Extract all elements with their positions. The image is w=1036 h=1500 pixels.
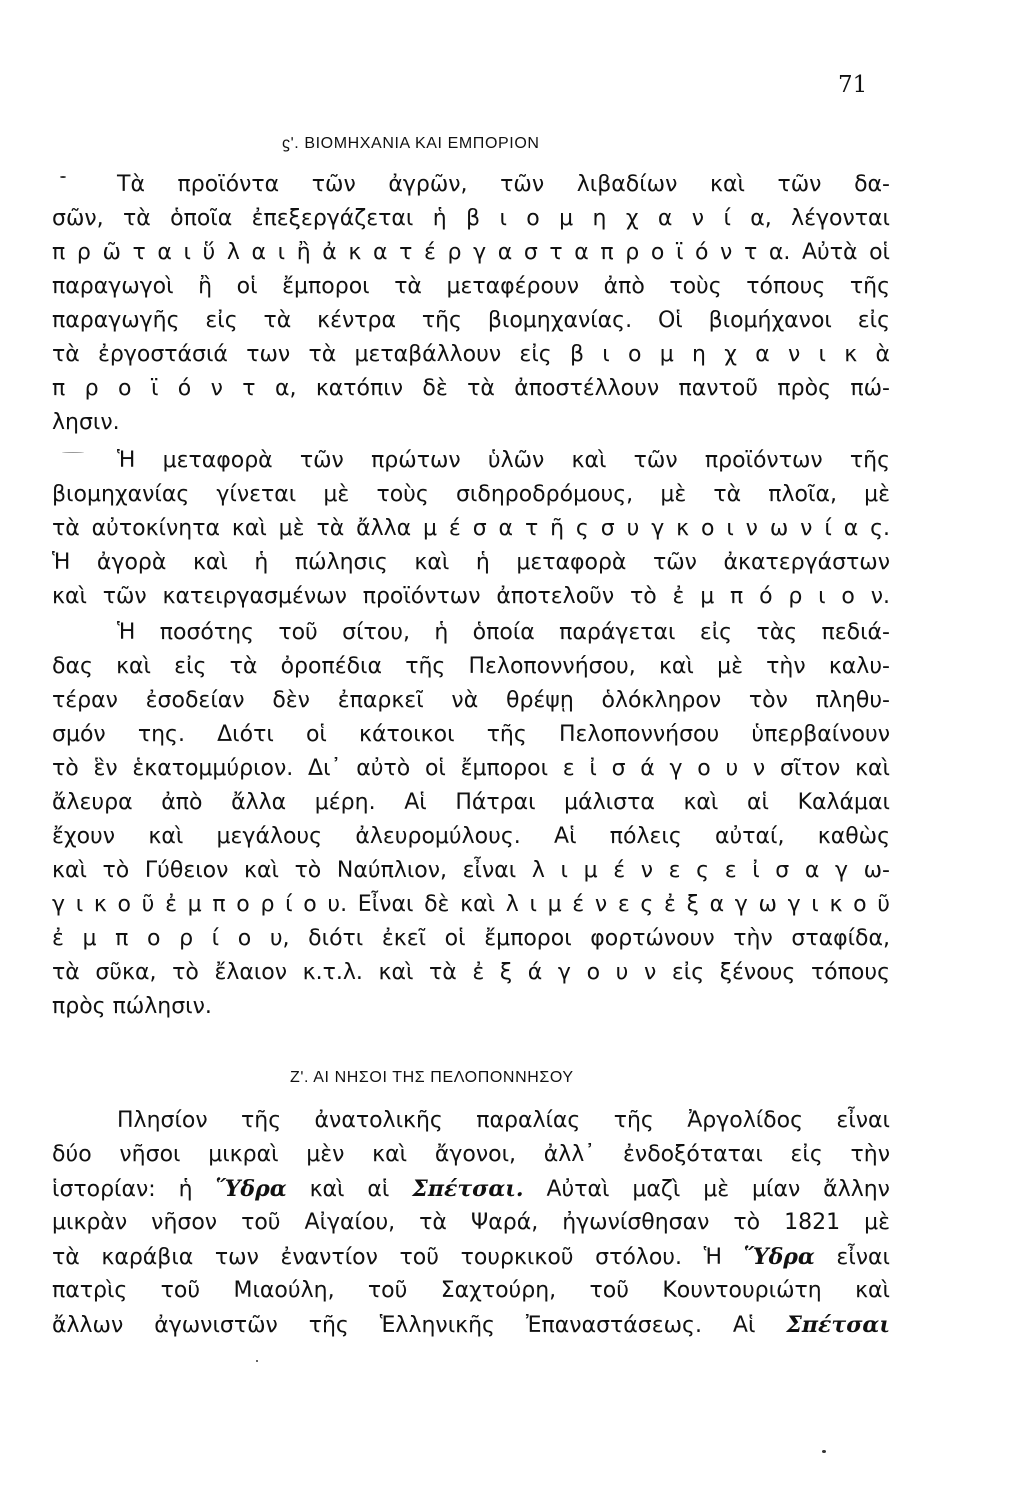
text-line: τέραν ἐσοδείαν δὲν ἐπαρκεῖ νὰ θρέψῃ ὁλόκληρον τὸν πληθυ- (52, 688, 890, 713)
text-line: μικρὰν νῆσον τοῦ Αἰγαίου, τὰ Ψαρά, ἠγωνίσθησαν τὸ 1821 μὲ (52, 1210, 890, 1235)
scan-speck (60, 176, 66, 178)
text-line: π ρ ο ϊ ό ν τ α, κατόπιν δὲ τὰ ἀποστέλλουν παντοῦ πρὸς πώ- (52, 376, 890, 401)
text-line-with-names (52, 1242, 890, 1273)
text-line: σῶν, τὰ ὁποῖα ἐπεξεργάζεται ἡ β ι ο μ η χ α ν ί α, λέγονται (52, 206, 890, 231)
text-line: τὸ ἓν ἑκατομμύριον. Δι᾿ αὐτὸ οἱ ἔμποροι ε ἰ σ ά γ ο υ ν σῖτον καὶ (52, 756, 890, 781)
text-line: Ἡ μεταφορὰ τῶν πρώτων ὑλῶν καὶ τῶν προϊόντων τῆς (117, 448, 890, 473)
text-line: ἄλευρα ἀπὸ ἄλλα μέρη. Αἱ Πάτραι μάλιστα καὶ αἱ Καλάμαι (52, 790, 890, 815)
text-line: Ἡ ποσότης τοῦ σίτου, ἡ ὁποία παράγεται εἰς τὰς πεδιά- (117, 620, 890, 645)
text-fragment: τὰ καράβια των ἐναντίον τοῦ τουρκικοῦ στόλου. Ἡ (52, 1245, 723, 1270)
text-line: τὰ σῦκα, τὸ ἔλαιον κ.τ.λ. καὶ τὰ ἐ ξ ά γ ο υ ν εἰς ξένους τόπους (52, 960, 890, 985)
text-line: πατρὶς τοῦ Μιαούλη, τοῦ Σαχτούρη, τοῦ Κουντουριώτη καὶ (52, 1278, 890, 1303)
scan-speck (256, 1360, 258, 1362)
text-line: σμόν της. Διότι οἱ κάτοικοι τῆς Πελοποννήσου ὑπερβαίνουν (52, 722, 890, 747)
text-line: δας καὶ εἰς τὰ ὀροπέδια τῆς Πελοποννήσου, καὶ μὲ τὴν καλυ- (52, 654, 890, 679)
text-line: ἐ μ π ο ρ ί ο υ, διότι ἐκεῖ οἱ ἔμποροι φορτώνουν τὴν σταφίδα, (52, 926, 890, 951)
text-line: Πλησίον τῆς ἀνατολικῆς παραλίας τῆς Ἀργολίδος εἶναι (117, 1108, 890, 1133)
place-name-spetses: Σπέτσαι. (412, 1176, 524, 1202)
place-name-spetses: Σπέτσαι (786, 1312, 890, 1338)
text-fragment: καὶ αἱ (309, 1177, 390, 1202)
text-line: παραγωγοὶ ἢ οἱ ἔμποροι τὰ μεταφέρουν ἀπὸ τοὺς τόπους τῆς (52, 274, 890, 299)
text-line: λησιν. (52, 410, 120, 435)
text-line: ἔχουν καὶ μεγάλους ἀλευρομύλους. Αἱ πόλεις αὐταί, καθὼς (52, 824, 890, 849)
text-line: βιομηχανίας γίνεται μὲ τοὺς σιδηροδρόμους, μὲ τὰ πλοῖα, μὲ (52, 482, 890, 507)
text-line: καὶ τὸ Γύθειον καὶ τὸ Ναύπλιον, εἶναι λ ι μ έ ν ε ς ε ἰ σ α γ ω- (52, 858, 890, 883)
text-line: τὰ αὐτοκίνητα καὶ μὲ τὰ ἄλλα μ έ σ α τ ῆ ς σ υ γ κ ο ι ν ω ν ί α ς. (52, 516, 890, 541)
text-line-with-names (52, 1174, 890, 1205)
text-line: πρὸς πώλησιν. (52, 994, 212, 1019)
section-heading-industry-trade: ϛʹ. ΒΙΟΜΗΧΑΝΙΑ ΚΑΙ ΕΜΠΟΡΙΟΝ (282, 135, 540, 152)
text-line: παραγωγῆς εἰς τὰ κέντρα τῆς βιομηχανίας. Οἱ βιομήχανοι εἰς (52, 308, 890, 333)
text-fragment: εἶναι (836, 1245, 890, 1270)
text-fragment: ἄλλων ἀγωνιστῶν τῆς Ἑλληνικῆς Ἐπαναστάσεως. Αἱ (52, 1313, 756, 1338)
text-fragment: Αὐταὶ μαζὶ μὲ μίαν ἄλλην (546, 1177, 890, 1202)
text-line: π ρ ῶ τ α ι ὕ λ α ι ἢ ἀ κ α τ έ ρ γ α σ τ α π ρ ο ϊ ό ν τ α. Αὐτὰ οἱ (52, 240, 890, 265)
scan-speck (822, 1450, 826, 1453)
place-name-hydra: Ὕδρα (743, 1244, 815, 1270)
text-line-with-names (52, 1310, 890, 1341)
text-line: Τὰ προϊόντα τῶν ἀγρῶν, τῶν λιβαδίων καὶ τῶν δα- (117, 172, 890, 197)
text-line: γ ι κ ο ῦ ἐ μ π ο ρ ί ο υ. Εἶναι δὲ καὶ λ ι μ έ ν ε ς ἐ ξ α γ ω γ ι κ ο ῦ (52, 892, 890, 917)
text-line: Ἡ ἀγορὰ καὶ ἡ πώλησις καὶ ἡ μεταφορὰ τῶν ἀκατεργάστων (52, 550, 890, 575)
place-name-hydra: Ὕδρα (215, 1176, 287, 1202)
text-line: δύο νῆσοι μικραὶ μὲν καὶ ἄγονοι, ἀλλ᾿ ἐνδοξόταται εἰς τὴν (52, 1142, 890, 1167)
text-line: καὶ τῶν κατειργασμένων προϊόντων ἀποτελοῦν τὸ ἐ μ π ό ρ ι ο ν. (52, 584, 890, 609)
section-heading-islands: Ζʹ. ΑΙ ΝΗΣΟΙ ΤΗΣ ΠΕΛΟΠΟΝΝΗΣΟΥ (290, 1069, 574, 1086)
text-fragment: ἱστορίαν: ἡ (52, 1177, 193, 1202)
scan-speck (62, 452, 84, 453)
text-line: τὰ ἐργοστάσιά των τὰ μεταβάλλουν εἰς β ι ο μ η χ α ν ι κ ὰ (52, 342, 890, 367)
page-number: 71 (838, 72, 868, 98)
